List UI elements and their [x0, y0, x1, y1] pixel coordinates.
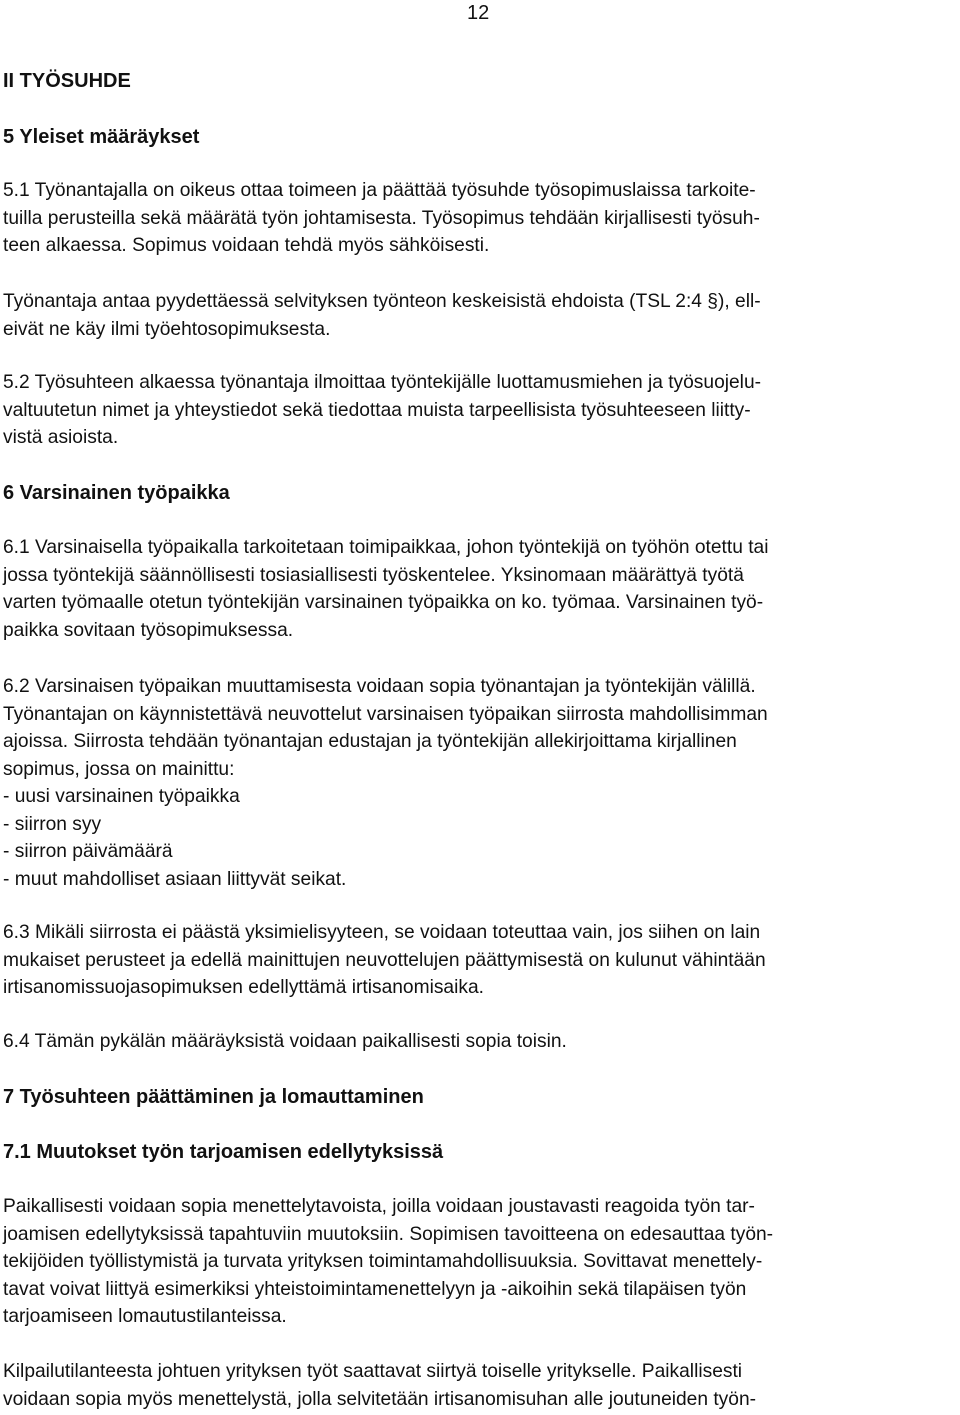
text-line: mukaiset perusteet ja edellä mainittujen neuvottelujen päättymisestä on kulunut vähintään — [3, 949, 766, 971]
paragraph-7-1-a — [3, 1193, 773, 1331]
text-line: - muut mahdolliset asiaan liittyvät seikat. — [3, 868, 347, 890]
text-line: Työnantaja antaa pyydettäessä selvityksen työnteon keskeisistä ehdoista (TSL 2:4 §), ell- — [3, 291, 761, 312]
text-line: tuilla perusteilla sekä määrätä työn johtamisesta. Työsopimus tehdään kirjallisesti työsuh- — [3, 207, 760, 229]
text-line: tarjoamiseen lomautustilanteissa. — [3, 1306, 287, 1327]
paragraph-7-1-b — [3, 1358, 756, 1413]
section-heading-7: 7 Työsuhteen päättäminen ja lomauttaminen — [3, 1086, 424, 1108]
part-heading: II TYÖSUHDE — [3, 70, 131, 92]
text-line: tavat voivat liittyä esimerkiksi yhteistoimintamenettelyyn ja -aikoihin sekä tilapäisen työn — [3, 1278, 747, 1300]
text-line: jossa työntekijä säännöllisesti tosiasiallisesti työskentelee. Yksinomaan määrättyä työtä — [3, 564, 744, 586]
text-line: paikka sovitaan työsopimuksessa. — [3, 619, 294, 641]
text-line: 5.2 Työsuhteen alkaessa työnantaja ilmoittaa työntekijälle luottamusmiehen ja työsuojelu- — [3, 372, 761, 393]
text-line: Kilpailutilanteesta johtuen yrityksen työt saattavat siirtyä toiselle yritykselle. Paikallisesti — [3, 1361, 743, 1382]
text-line: 6.3 Mikäli siirrosta ei päästä yksimielisyyteen, se voidaan toteuttaa vain, jos siihen on lain — [3, 922, 761, 943]
text-line: irtisanomissuojasopimuksen edellyttämä irtisanomisaika. — [3, 977, 484, 998]
text-line: teen alkaessa. Sopimus voidaan tehdä myös sähköisesti. — [3, 235, 490, 256]
text-line: Työnantajan on käynnistettävä neuvottelut varsinaisen työpaikan siirrosta mahdollisimman — [3, 703, 768, 725]
text-line: joamisen edellytyksissä tapahtuviin muutoksiin. Sopimisen tavoitteena on edesauttaa työn- — [3, 1223, 774, 1245]
text-line: valtuutetun nimet ja yhteystiedot sekä tiedottaa muista tarpeellisista työsuhteeseen liitty- — [3, 399, 751, 421]
paragraph-5-2 — [3, 369, 761, 452]
section-heading-6: 6 Varsinainen työpaikka — [3, 482, 230, 504]
text-line: sopimus, jossa on mainittu: — [3, 758, 235, 780]
paragraph-6-3 — [3, 919, 766, 1002]
text-line: 6.2 Varsinaisen työpaikan muuttamisesta voidaan sopia työnantajan ja työntekijän välillä. — [3, 676, 756, 697]
paragraph-5-1-b — [3, 288, 761, 343]
text-line: voidaan sopia myös menettelystä, jolla selvitetään irtisanomisuhan alle joutuneiden työn- — [3, 1388, 757, 1410]
text-line: varten työmaalle otetun työntekijän varsinainen työpaikka on ko. työmaa. Varsinainen työ- — [3, 592, 764, 613]
paragraph-6-1 — [3, 534, 768, 644]
text-line: 6.1 Varsinaisella työpaikalla tarkoitetaan toimipaikkaa, johon työntekijä on työhön otettu tai — [3, 537, 769, 558]
text-line: - siirron syy — [3, 813, 102, 835]
page-number: 12 — [467, 2, 490, 24]
text-line: ajoissa. Siirrosta tehdään työnantajan edustajan ja työntekijän allekirjoittama kirjallinen — [3, 731, 737, 752]
text-line: eivät ne käy ilmi työehtosopimuksesta. — [3, 318, 331, 340]
paragraph-6-2 — [3, 673, 768, 893]
text-line: tekijöiden työllistymistä ja turvata yrityksen toimintamahdollisuuksia. Sovittavat menettely- — [3, 1251, 763, 1272]
section-heading-7-1: 7.1 Muutokset työn tarjoamisen edellytyksissä — [3, 1141, 444, 1163]
text-line: 5.1 Työnantajalla on oikeus ottaa toimeen ja päättää työsuhde työsopimuslaissa tarkoite- — [3, 180, 756, 201]
text-line: 6.4 Tämän pykälän määräyksistä voidaan paikallisesti sopia toisin. — [3, 1031, 567, 1052]
paragraph-6-4 — [3, 1028, 567, 1056]
text-line: - siirron päivämäärä — [3, 841, 173, 862]
text-line: Paikallisesti voidaan sopia menettelytavoista, joilla voidaan joustavasti reagoida työn tar- — [3, 1196, 755, 1217]
paragraph-5-1 — [3, 177, 760, 260]
text-line: - uusi varsinainen työpaikka — [3, 786, 240, 807]
section-heading-5: 5 Yleiset määräykset — [3, 126, 200, 148]
text-line: vistä asioista. — [3, 427, 119, 448]
